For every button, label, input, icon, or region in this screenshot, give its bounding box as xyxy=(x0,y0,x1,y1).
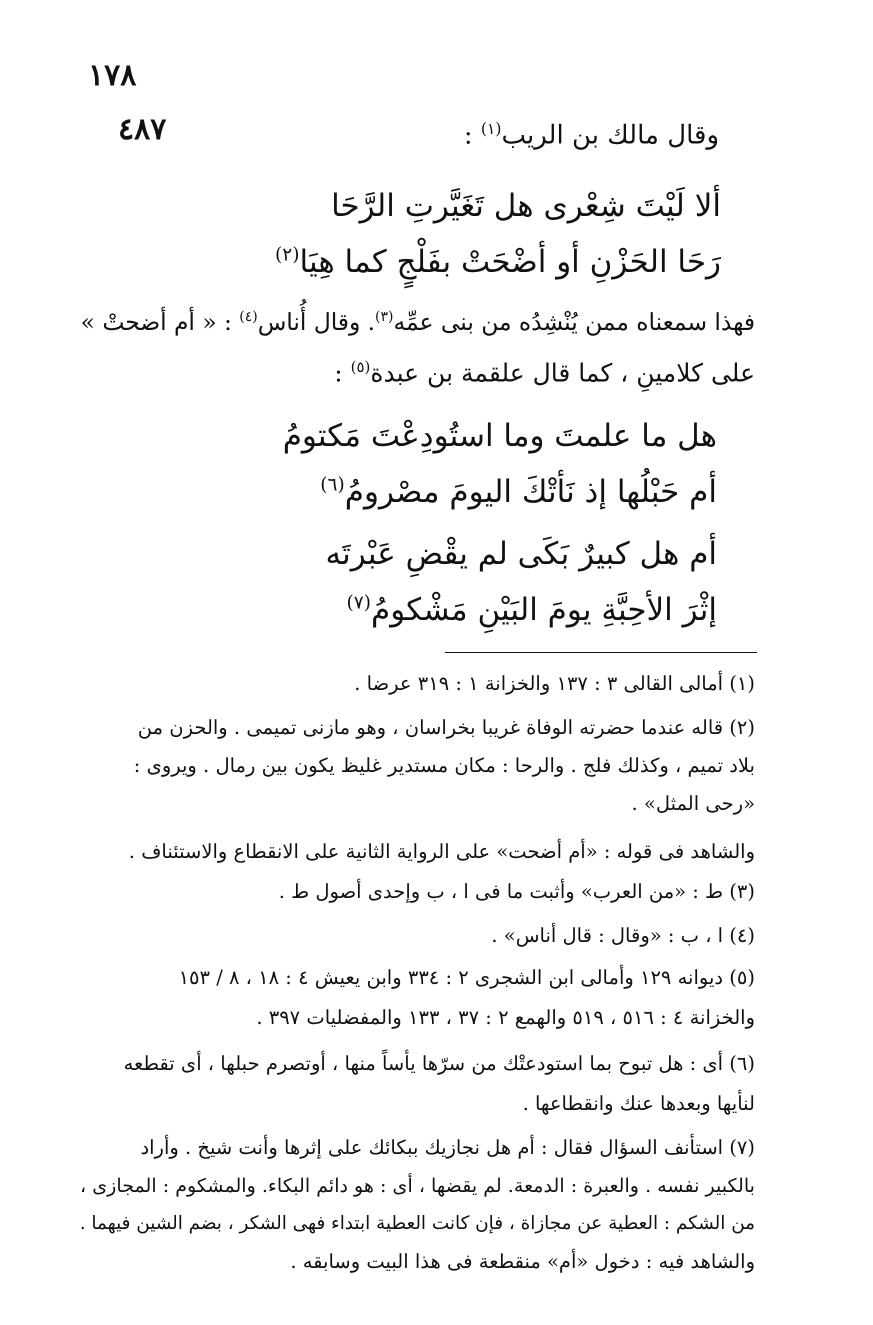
verse-text: أم حَبْلُها إذ نَأتْكَ اليومَ مصْرومُ xyxy=(344,474,717,510)
footnote-7-line: والشاهد فيه : دخول «أم» منقطعة فى هذا البيت وسابقه . xyxy=(290,1250,755,1273)
footnote-divider xyxy=(445,652,757,653)
footnote-7-line: (٧) استأنف السؤال فقال : أم هل نجازيك ببكائك على إثرها وأنت شيخ . وأراد xyxy=(140,1136,755,1159)
footnote-7-line: من الشكم : العطية عن مجازاة ، فإن كانت العطية ابتداء فهى الشكر ، بضم الشين فيهما . xyxy=(79,1213,755,1234)
footnote-3: (٣) ط : «من العرب» وأثبت ما فى ا ، ب وإحدى أصول ط . xyxy=(278,880,755,903)
footnote-ref: (٧) xyxy=(346,592,372,614)
commentary-text: . وقال أُناس xyxy=(257,308,376,336)
footnote-ref: (٤) xyxy=(239,309,258,326)
footnote-ref: (٥) xyxy=(350,358,371,376)
footnote-5-line: والخزانة ٤ : ٥١٦ ، ٥١٩ والهمع ٢ : ٣٧ ، ١٣٣ والمفضليات ٣٩٧ . xyxy=(256,1006,755,1029)
commentary-line xyxy=(81,308,755,336)
footnote-6-line: لنأيها وبعدها عنك وانقطاعها . xyxy=(522,1092,755,1115)
footnote-2-line: «رحى المثل» . xyxy=(631,792,755,815)
footnote-ref: (٣) xyxy=(375,309,394,326)
verse-line: أم هل كبيرٌ بَكَى لم يقْضِ عَبْرتَه xyxy=(325,536,717,572)
verse-line xyxy=(346,592,717,628)
entry-number: ٤٨٧ xyxy=(118,112,167,147)
footnote-6-line: (٦) أى : هل تبوح بما استودعتْك من سرّها يأساً منها ، أوتصرم حبلها ، أى تقطعه xyxy=(123,1052,755,1075)
footnote-4: (٤) ا ، ب : «وقال : قال أناس» . xyxy=(491,924,755,947)
footnote-1: (١) أمالى القالى ٣ : ١٣٧ والخزانة ١ : ٣١٩ عرضا . xyxy=(354,672,755,695)
verse-line: هل ما علمتَ وما استُودِعْتَ مَكتومُ xyxy=(282,418,717,454)
intro-colon: : xyxy=(463,120,481,151)
commentary-line xyxy=(334,358,755,387)
intro-line xyxy=(464,120,719,151)
commentary-text: على كلامينِ ، كما قال علقمة بن عبدة xyxy=(370,358,755,388)
footnote-ref: (٢) xyxy=(275,244,300,266)
verse-text: رَحَا الحَزْنِ أو أضْحَتْ بفَلْجٍ كما هِيَا xyxy=(299,244,721,280)
verse-line xyxy=(320,474,717,510)
footnote-2-line: (٢) قاله عندما حضرته الوفاة غريبا بخراسان ، وهو مازنى تميمى . والحزن من xyxy=(137,716,755,739)
footnote-2-line: بلاد تميم ، وكذلك فلج . والرحا : مكان مستدير غليظ يكون بين رمال . ويروى : xyxy=(133,754,755,777)
verse-line xyxy=(275,244,721,280)
page-number: ١٧٨ xyxy=(88,58,137,93)
commentary-text: فهذا سمعناه ممن يُنْشِدُه من بنى عمِّه xyxy=(393,308,755,336)
verse-line: ألا لَيْتَ شِعْرى هل تَغَيَّرتِ الرَّحَا xyxy=(331,188,721,224)
footnote-ref: (٦) xyxy=(320,474,345,496)
commentary-text: : xyxy=(334,358,351,388)
commentary-text: : « أم أضحتْ » xyxy=(80,308,240,336)
verse-text: إثْرَ الأحِبَّةِ يومَ البَيْنِ مَشْكومُ xyxy=(371,592,717,628)
intro-text: وقال مالك بن الريب xyxy=(501,120,719,151)
footnote-7-line: بالكبير نفسه . والعبرة : الدمعة. لم يقضها ، أى : هو دائم البكاء. والمشكوم : المجازى ، xyxy=(80,1175,755,1197)
footnote-5-line: (٥) ديوانه ١٢٩ وأمالى ابن الشجرى ٢ : ٣٣٤ وابن يعيش ٤ : ١٨ ، ٨ / ١٥٣ xyxy=(178,966,755,989)
footnote-2-line: والشاهد فى قوله : «أم أضحت» على الرواية الثانية على الانقطاع والاستئناف . xyxy=(128,840,755,863)
footnote-ref: (١) xyxy=(480,120,502,138)
